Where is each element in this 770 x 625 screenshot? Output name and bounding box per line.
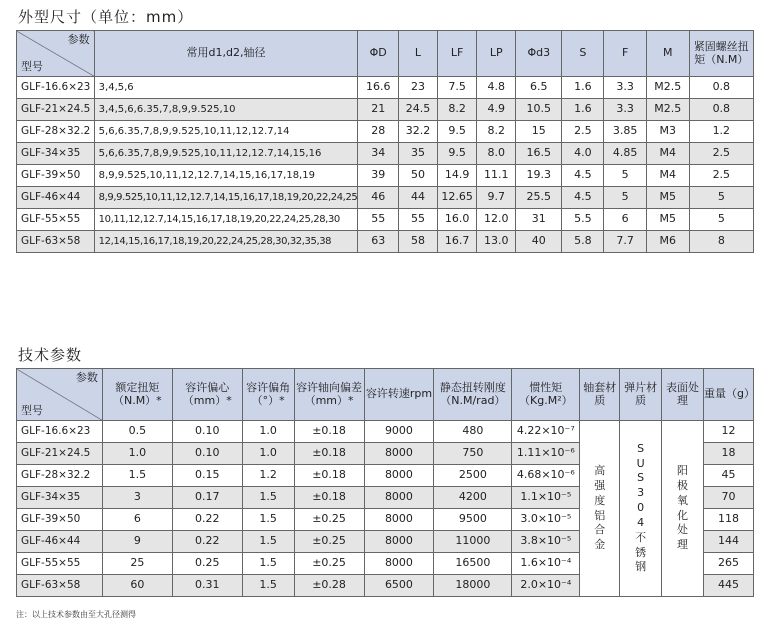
table-row [17, 121, 754, 143]
header-angular-misalignment: 容许偏角（°）* [242, 369, 294, 421]
header-lf: LF [437, 31, 476, 77]
stiffness-cell: 750 [434, 443, 512, 465]
axial-cell: ±0.25 [294, 531, 364, 553]
model-cell: GLF-55×55 [17, 209, 95, 231]
header-torsional-stiffness: 静态扭转刚度（N.M/rad） [434, 369, 512, 421]
s-cell: 2.5 [562, 121, 604, 143]
outer-diameter-cell: 55 [358, 209, 399, 231]
header-f: F [604, 31, 647, 77]
m-cell: M3 [646, 121, 689, 143]
d3-cell: 31 [516, 209, 562, 231]
screw-torque-cell: 8 [689, 231, 753, 253]
stiffness-cell: 16500 [434, 553, 512, 575]
f-cell: 3.3 [604, 77, 647, 99]
weight-cell: 12 [703, 421, 753, 443]
header-rated-torque: 额定扭矩（N.M）* [102, 369, 172, 421]
s-cell: 1.6 [562, 77, 604, 99]
length-cell: 58 [399, 231, 438, 253]
f-cell: 6 [604, 209, 647, 231]
length-cell: 50 [399, 165, 438, 187]
stiffness-cell: 11000 [434, 531, 512, 553]
lp-cell: 8.2 [477, 121, 516, 143]
inertia-cell: 4.22×10⁻⁷ [512, 421, 580, 443]
inertia-cell: 1.6×10⁻⁴ [512, 553, 580, 575]
dimensions-title: 外型尺寸（单位：mm） [18, 8, 194, 26]
lf-cell: 12.65 [437, 187, 476, 209]
speed-cell: 9000 [364, 421, 434, 443]
header-max-speed: 容许转速rpm [364, 369, 434, 421]
header-moment-of-inertia: 惯性矩（Kg.M²） [512, 369, 580, 421]
outer-diameter-cell: 21 [358, 99, 399, 121]
lf-cell: 16.0 [437, 209, 476, 231]
radial-cell: 0.25 [172, 553, 242, 575]
inertia-cell: 2.0×10⁻⁴ [512, 575, 580, 597]
speed-cell: 8000 [364, 487, 434, 509]
shafts-cell: 12,14,15,16,17,18,19,20,22,24,25,28,30,32,35,38 [94, 231, 358, 253]
weight-cell: 118 [703, 509, 753, 531]
length-cell: 32.2 [399, 121, 438, 143]
f-cell: 3.3 [604, 99, 647, 121]
model-cell: GLF-46×44 [17, 187, 95, 209]
shafts-cell: 8,9,9.525,10,11,12,12.7,14,15,16,17,18,19,20,22,24,25 [94, 187, 358, 209]
radial-cell: 0.15 [172, 465, 242, 487]
inertia-cell: 1.1×10⁻⁵ [512, 487, 580, 509]
weight-cell: 144 [703, 531, 753, 553]
model-cell: GLF-46×44 [17, 531, 103, 553]
stiffness-cell: 4200 [434, 487, 512, 509]
shafts-cell: 8,9,9.525,10,11,12,12.7,14,15,16,17,18,19 [94, 165, 358, 187]
angular-cell: 1.2 [242, 465, 294, 487]
stiffness-cell: 2500 [434, 465, 512, 487]
f-cell: 5 [604, 165, 647, 187]
m-cell: M5 [646, 209, 689, 231]
radial-cell: 0.22 [172, 531, 242, 553]
inertia-cell: 4.68×10⁻⁶ [512, 465, 580, 487]
length-cell: 23 [399, 77, 438, 99]
m-cell: M2.5 [646, 99, 689, 121]
angular-cell: 1.5 [242, 531, 294, 553]
screw-torque-cell: 0.8 [689, 77, 753, 99]
d3-cell: 15 [516, 121, 562, 143]
weight-cell: 265 [703, 553, 753, 575]
outer-diameter-cell: 34 [358, 143, 399, 165]
table-row [17, 143, 754, 165]
stiffness-cell: 480 [434, 421, 512, 443]
corner-model-label: 型号 [21, 59, 43, 73]
technical-title: 技术参数 [18, 346, 83, 364]
header-radial-misalignment: 容许偏心（mm）* [172, 369, 242, 421]
s-cell: 5.5 [562, 209, 604, 231]
lf-cell: 9.5 [437, 121, 476, 143]
dimensions-table [16, 30, 754, 253]
hub-material-cell [580, 421, 620, 597]
corner-header [17, 369, 103, 421]
speed-cell: 8000 [364, 509, 434, 531]
shafts-cell: 3,4,5,6,6.35,7,8,9,9.525,10 [94, 99, 358, 121]
angular-cell: 1.0 [242, 421, 294, 443]
header-s: S [562, 31, 604, 77]
table-row [17, 209, 754, 231]
hub-material-value: 高强度铝合金 [594, 463, 606, 552]
d3-cell: 10.5 [516, 99, 562, 121]
shafts-cell: 10,11,12,12.7,14,15,16,17,18,19,20,22,24,25,28,30 [94, 209, 358, 231]
model-cell: GLF-34×35 [17, 487, 103, 509]
header-shafts: 常用d1,d2,轴径 [94, 31, 358, 77]
angular-cell: 1.0 [242, 443, 294, 465]
screw-torque-cell: 0.8 [689, 99, 753, 121]
weight-cell: 70 [703, 487, 753, 509]
m-cell: M2.5 [646, 77, 689, 99]
speed-cell: 8000 [364, 465, 434, 487]
f-cell: 3.85 [604, 121, 647, 143]
d3-cell: 6.5 [516, 77, 562, 99]
model-cell: GLF-16.6×23 [17, 77, 95, 99]
header-weight: 重量（g） [703, 369, 753, 421]
radial-cell: 0.22 [172, 509, 242, 531]
table-row [17, 99, 754, 121]
model-cell: GLF-39×50 [17, 509, 103, 531]
technical-table [16, 368, 754, 597]
surface-treatment-cell [662, 421, 704, 597]
stiffness-cell: 18000 [434, 575, 512, 597]
model-cell: GLF-28×32.2 [17, 121, 95, 143]
header-d3: Φd3 [516, 31, 562, 77]
outer-diameter-cell: 39 [358, 165, 399, 187]
rated-torque-cell: 9 [102, 531, 172, 553]
length-cell: 35 [399, 143, 438, 165]
axial-cell: ±0.28 [294, 575, 364, 597]
outer-diameter-cell: 46 [358, 187, 399, 209]
speed-cell: 8000 [364, 531, 434, 553]
header-axial-deviation: 容许轴向偏差（mm）* [294, 369, 364, 421]
header-hub-material: 轴套材质 [580, 369, 620, 421]
lf-cell: 16.7 [437, 231, 476, 253]
outer-diameter-cell: 16.6 [358, 77, 399, 99]
speed-cell: 6500 [364, 575, 434, 597]
weight-cell: 18 [703, 443, 753, 465]
surface-treatment-value: 阳极氧化处理 [677, 463, 689, 552]
header-m: M [646, 31, 689, 77]
lf-cell: 14.9 [437, 165, 476, 187]
spring-material-value: SUS304不锈钢 [635, 441, 647, 574]
axial-cell: ±0.25 [294, 553, 364, 575]
corner-model-label: 型号 [21, 403, 43, 417]
s-cell: 4.5 [562, 187, 604, 209]
shafts-cell: 3,4,5,6 [94, 77, 358, 99]
angular-cell: 1.5 [242, 487, 294, 509]
axial-cell: ±0.25 [294, 509, 364, 531]
header-length: L [399, 31, 438, 77]
inertia-cell: 3.0×10⁻⁵ [512, 509, 580, 531]
d3-cell: 40 [516, 231, 562, 253]
rated-torque-cell: 6 [102, 509, 172, 531]
axial-cell: ±0.18 [294, 421, 364, 443]
table-row [17, 165, 754, 187]
angular-cell: 1.5 [242, 553, 294, 575]
lp-cell: 8.0 [477, 143, 516, 165]
footnote: 注：以上技术参数由至大孔径测得 [16, 610, 136, 619]
model-cell: GLF-21×24.5 [17, 99, 95, 121]
corner-header [17, 31, 95, 77]
lf-cell: 9.5 [437, 143, 476, 165]
inertia-cell: 3.8×10⁻⁵ [512, 531, 580, 553]
table-row [17, 187, 754, 209]
axial-cell: ±0.18 [294, 487, 364, 509]
lp-cell: 12.0 [477, 209, 516, 231]
s-cell: 4.0 [562, 143, 604, 165]
model-cell: GLF-34×35 [17, 143, 95, 165]
lp-cell: 13.0 [477, 231, 516, 253]
d3-cell: 16.5 [516, 143, 562, 165]
outer-diameter-cell: 28 [358, 121, 399, 143]
table-row [17, 77, 754, 99]
length-cell: 24.5 [399, 99, 438, 121]
lp-cell: 11.1 [477, 165, 516, 187]
weight-cell: 445 [703, 575, 753, 597]
model-cell: GLF-63×58 [17, 575, 103, 597]
lp-cell: 9.7 [477, 187, 516, 209]
radial-cell: 0.10 [172, 443, 242, 465]
spring-material-cell [620, 421, 662, 597]
speed-cell: 8000 [364, 553, 434, 575]
screw-torque-cell: 2.5 [689, 143, 753, 165]
model-cell: GLF-55×55 [17, 553, 103, 575]
angular-cell: 1.5 [242, 509, 294, 531]
rated-torque-cell: 1.0 [102, 443, 172, 465]
f-cell: 5 [604, 187, 647, 209]
s-cell: 1.6 [562, 99, 604, 121]
lf-cell: 8.2 [437, 99, 476, 121]
lf-cell: 7.5 [437, 77, 476, 99]
header-outer-diameter: ΦD [358, 31, 399, 77]
table-row [17, 231, 754, 253]
radial-cell: 0.10 [172, 421, 242, 443]
corner-param-label: 参数 [67, 33, 90, 46]
d3-cell: 19.3 [516, 165, 562, 187]
screw-torque-cell: 5 [689, 209, 753, 231]
s-cell: 5.8 [562, 231, 604, 253]
header-screw-torque: 紧固螺丝扭矩（N.M） [689, 31, 753, 77]
lp-cell: 4.9 [477, 99, 516, 121]
f-cell: 4.85 [604, 143, 647, 165]
model-cell: GLF-21×24.5 [17, 443, 103, 465]
model-cell: GLF-39×50 [17, 165, 95, 187]
lp-cell: 4.8 [477, 77, 516, 99]
model-cell: GLF-16.6×23 [17, 421, 103, 443]
length-cell: 55 [399, 209, 438, 231]
weight-cell: 45 [703, 465, 753, 487]
header-lp: LP [477, 31, 516, 77]
shafts-cell: 5,6,6.35,7,8,9,9.525,10,11,12,12.7,14,15,16 [94, 143, 358, 165]
m-cell: M6 [646, 231, 689, 253]
radial-cell: 0.17 [172, 487, 242, 509]
speed-cell: 8000 [364, 443, 434, 465]
m-cell: M4 [646, 143, 689, 165]
table-row [17, 421, 754, 443]
model-cell: GLF-28×32.2 [17, 465, 103, 487]
screw-torque-cell: 5 [689, 187, 753, 209]
corner-param-label: 参数 [75, 371, 98, 384]
shafts-cell: 5,6,6.35,7,8,9,9.525,10,11,12,12.7,14 [94, 121, 358, 143]
f-cell: 7.7 [604, 231, 647, 253]
rated-torque-cell: 1.5 [102, 465, 172, 487]
inertia-cell: 1.11×10⁻⁶ [512, 443, 580, 465]
rated-torque-cell: 60 [102, 575, 172, 597]
rated-torque-cell: 25 [102, 553, 172, 575]
axial-cell: ±0.18 [294, 443, 364, 465]
m-cell: M4 [646, 165, 689, 187]
rated-torque-cell: 0.5 [102, 421, 172, 443]
header-surface-treatment: 表面处理 [662, 369, 704, 421]
m-cell: M5 [646, 187, 689, 209]
radial-cell: 0.31 [172, 575, 242, 597]
axial-cell: ±0.18 [294, 465, 364, 487]
screw-torque-cell: 2.5 [689, 165, 753, 187]
d3-cell: 25.5 [516, 187, 562, 209]
stiffness-cell: 9500 [434, 509, 512, 531]
model-cell: GLF-63×58 [17, 231, 95, 253]
angular-cell: 1.5 [242, 575, 294, 597]
header-spring-material: 弹片材质 [620, 369, 662, 421]
outer-diameter-cell: 63 [358, 231, 399, 253]
rated-torque-cell: 3 [102, 487, 172, 509]
length-cell: 44 [399, 187, 438, 209]
screw-torque-cell: 1.2 [689, 121, 753, 143]
s-cell: 4.5 [562, 165, 604, 187]
